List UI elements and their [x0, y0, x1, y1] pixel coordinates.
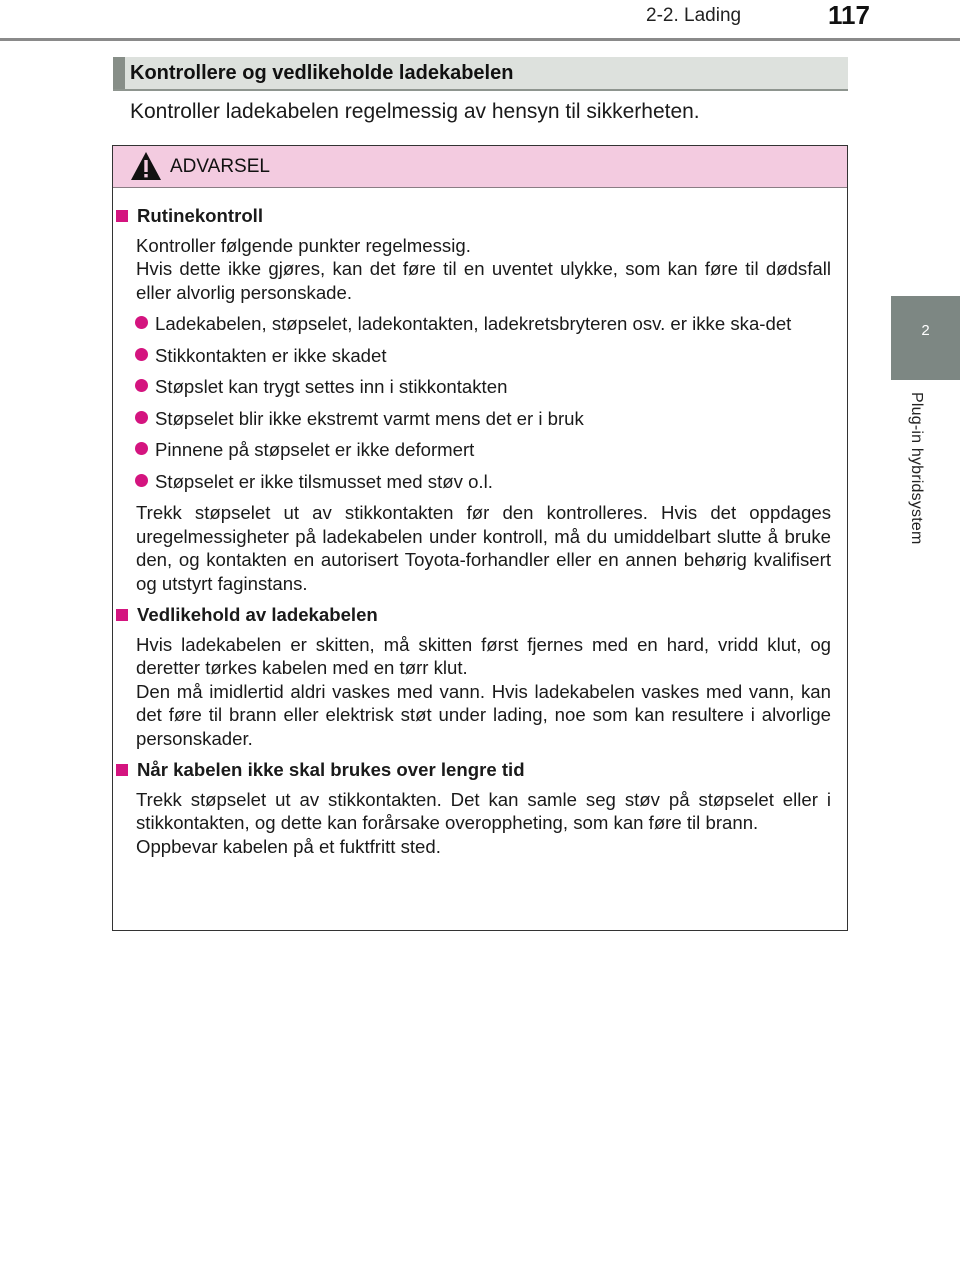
list-item-text: Pinnene på støpselet er ikke deformert	[155, 439, 475, 460]
subheading-text: Rutinekontroll	[137, 205, 264, 226]
list-item	[113, 344, 831, 368]
section-heading-bar	[113, 57, 125, 89]
list-item-text: Ladekabelen, støpselet, ladekontakten, ladekretsbryteren osv. er ikke ska-det	[155, 313, 792, 334]
chapter-label: Plug-in hybridsystem	[908, 392, 925, 545]
list-item	[113, 312, 831, 336]
warning-header	[113, 146, 847, 188]
list-item	[113, 470, 831, 494]
square-bullet-icon	[116, 210, 128, 222]
paragraph-line: Hvis dette ikke gjøres, kan det føre til en uventet ulykke, som kan føre til dødsfall eller alvorlig personskade.	[136, 258, 831, 303]
warning-box	[112, 145, 848, 931]
subheading-routine	[113, 204, 847, 228]
paragraph-line: Hvis ladekabelen er skitten, må skitten først fjernes med en hard, vridd klut, og deretter tørkes kabelen med en tørr klut.	[136, 633, 831, 678]
section-intro: Kontroller ladekabelen regelmessig av hensyn til sikkerheten.	[130, 100, 700, 123]
paragraph-line: Oppbevar kabelen på et fuktfritt sted.	[136, 835, 441, 857]
chapter-tab	[891, 296, 960, 380]
header-rule	[0, 38, 960, 41]
maintenance-text	[136, 633, 831, 751]
round-bullet-icon	[135, 316, 148, 329]
header-section-title: 2-2. Lading	[646, 5, 742, 26]
subheading-maintenance	[113, 603, 847, 627]
list-item	[113, 407, 831, 431]
paragraph-line: Kontroller følgende punkter regelmessig.	[136, 234, 471, 256]
subheading-storage	[113, 758, 847, 782]
list-item-text: Støpselet er ikke tilsmusset med støv o.l.	[155, 470, 493, 492]
warning-title: ADVARSEL	[170, 156, 270, 177]
list-item	[113, 375, 831, 399]
square-bullet-icon	[116, 609, 128, 621]
warning-content	[113, 204, 847, 866]
round-bullet-icon	[135, 442, 148, 455]
round-bullet-icon	[135, 348, 148, 361]
list-item-text: Støpslet kan trygt settes inn i stikkontakten	[155, 376, 508, 397]
routine-intro	[136, 234, 831, 305]
list-item	[113, 438, 831, 462]
warning-triangle-icon	[130, 151, 162, 181]
list-item-text: Støpselet blir ikke ekstremt varmt mens det er i bruk	[155, 407, 584, 429]
storage-text	[136, 788, 831, 859]
paragraph-line: Den må imidlertid aldri vaskes med vann. Hvis ladekabelen vaskes med vann, kan det føre til brann eller elektrisk støt under lading, noe som kan resultere i alvorlige personskader.	[136, 680, 831, 749]
square-bullet-icon	[116, 764, 128, 776]
section-heading	[113, 57, 848, 91]
routine-closing: Trekk støpselet ut av stikkontakten før den kontrolleres. Hvis det oppdages uregelmessigheter på ladekabelen under kontroll, må du umiddelbart slutte å bruke den, og kontakten en autorisert Toyota-forhandler eller en annen behørig kvalifisert og utstyrt faginstans.	[136, 502, 831, 594]
list-item-text: Stikkontakten er ikke skadet	[155, 344, 387, 366]
chapter-number: 2	[921, 322, 930, 339]
round-bullet-icon	[135, 411, 148, 424]
subheading-text: Når kabelen ikke skal brukes over lengre tid	[137, 759, 525, 780]
round-bullet-icon	[135, 474, 148, 487]
round-bullet-icon	[135, 379, 148, 392]
page-number: 117	[828, 0, 870, 30]
section-title: Kontrollere og vedlikeholde ladekabelen	[130, 62, 514, 84]
subheading-text: Vedlikehold av ladekabelen	[137, 604, 378, 625]
paragraph-line: Trekk støpselet ut av stikkontakten. Det kan samle seg støv på støpselet eller i stikkontakten, og dette kan forårsake overoppheting, som kan føre til brann.	[136, 788, 831, 833]
